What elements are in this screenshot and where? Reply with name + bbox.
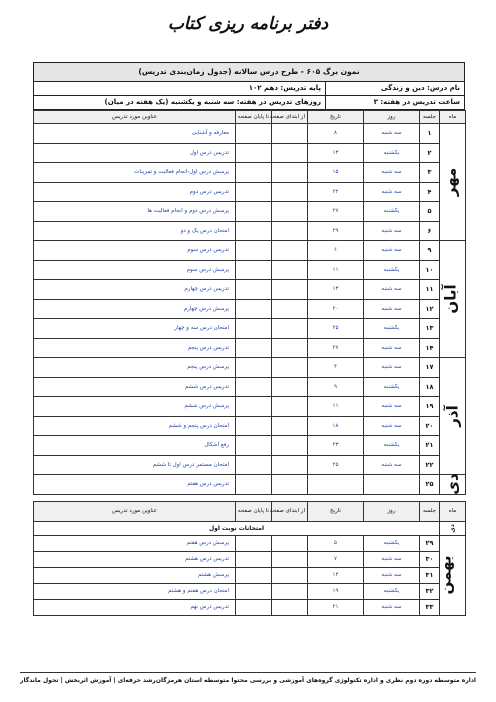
to-page-cell bbox=[236, 397, 272, 417]
to-page-cell bbox=[236, 551, 272, 567]
date-cell: ۲۱ bbox=[308, 599, 364, 615]
from-page-cell bbox=[272, 567, 308, 583]
table-row bbox=[34, 416, 466, 436]
day-cell: یکشنبه bbox=[364, 535, 420, 551]
footer-organization: اداره متوسطه دوره دوم نظری و اداره تکنولوژی گروه‌های آموزشی و بررسی محتوا متوسطه استان هرمزگان bbox=[155, 677, 476, 684]
to-page-cell bbox=[236, 163, 272, 183]
date-cell: ۱۸ bbox=[308, 416, 364, 436]
date-cell: ۶ bbox=[308, 241, 364, 261]
date-cell: ۲۷ bbox=[308, 338, 364, 358]
month-cell bbox=[440, 475, 466, 495]
topic-cell: پرسش درس ششم bbox=[34, 397, 236, 417]
day-cell: سه شنبه bbox=[364, 221, 420, 241]
from-page-cell bbox=[272, 358, 308, 378]
to-page-cell bbox=[236, 583, 272, 599]
table-row bbox=[34, 475, 466, 495]
table-row bbox=[34, 221, 466, 241]
session-number: ۵ bbox=[420, 202, 440, 222]
table-row bbox=[34, 377, 466, 397]
table-row bbox=[34, 567, 466, 583]
from-page-cell bbox=[272, 260, 308, 280]
date-cell: ۲۷ bbox=[308, 202, 364, 222]
from-page-cell bbox=[272, 163, 308, 183]
table-row bbox=[34, 163, 466, 183]
day-cell: یکشنبه bbox=[364, 583, 420, 599]
plan-title: نمون برگ ۶۰۵ - طرح درس سالانه (جدول زمان‌بندی تدریس) bbox=[34, 63, 464, 82]
col-to-page: تا پایان صفحه bbox=[236, 501, 272, 521]
table-row bbox=[34, 436, 466, 456]
session-number: ۱۹ bbox=[420, 397, 440, 417]
session-number: ۱ bbox=[420, 124, 440, 144]
day-cell: سه شنبه bbox=[364, 163, 420, 183]
exam-period-title: امتحانات نوبت اول bbox=[34, 521, 440, 535]
from-page-cell bbox=[272, 599, 308, 615]
day-cell: سه شنبه bbox=[364, 299, 420, 319]
topic-cell: رفع اشکال bbox=[34, 436, 236, 456]
session-number: ۳۲ bbox=[420, 583, 440, 599]
from-page-cell bbox=[272, 124, 308, 144]
session-number: ۳ bbox=[420, 163, 440, 183]
from-page-cell bbox=[272, 377, 308, 397]
from-page-cell bbox=[272, 535, 308, 551]
session-number: ۲۵ bbox=[420, 475, 440, 495]
date-cell: ۸ bbox=[308, 124, 364, 144]
to-page-cell bbox=[236, 358, 272, 378]
topic-cell: تدریس درس نهم bbox=[34, 599, 236, 615]
topic-cell: امتحان مستمر درس اول تا ششم bbox=[34, 455, 236, 475]
topic-cell: امتحان درس یک و دو bbox=[34, 221, 236, 241]
day-cell: یکشنبه bbox=[364, 260, 420, 280]
date-cell: ۱۵ bbox=[308, 163, 364, 183]
from-page-cell bbox=[272, 202, 308, 222]
table-row bbox=[34, 583, 466, 599]
session-number: ۲۲ bbox=[420, 455, 440, 475]
topic-cell: تدریس درس چهارم bbox=[34, 280, 236, 300]
date-cell: ۲۲ bbox=[308, 182, 364, 202]
session-number: ۳۱ bbox=[420, 567, 440, 583]
from-page-cell bbox=[272, 397, 308, 417]
table-row bbox=[34, 299, 466, 319]
session-number: ۱۰ bbox=[420, 260, 440, 280]
topic-cell: امتحان درس پنجم و ششم bbox=[34, 416, 236, 436]
from-page-cell bbox=[272, 436, 308, 456]
table-row bbox=[34, 241, 466, 261]
date-cell: ۵ bbox=[308, 535, 364, 551]
topic-cell: تدریس درس هفتم bbox=[34, 475, 236, 495]
table-row bbox=[34, 319, 466, 339]
from-page-cell bbox=[272, 143, 308, 163]
from-page-cell bbox=[272, 583, 308, 599]
topic-cell: پرسش درس اول-انجام فعالیت و تمرینات bbox=[34, 163, 236, 183]
table2-header-row bbox=[34, 501, 466, 521]
topic-cell: تدریس درس ششم bbox=[34, 377, 236, 397]
col-topic: عناوین مورد تدریس bbox=[34, 111, 236, 124]
from-page-cell bbox=[272, 551, 308, 567]
from-page-cell bbox=[272, 221, 308, 241]
session-number: ۱۴ bbox=[420, 338, 440, 358]
table-row bbox=[34, 124, 466, 144]
day-cell: سه شنبه bbox=[364, 397, 420, 417]
date-cell: ۲۳ bbox=[308, 436, 364, 456]
footer-slogan: رشد حرفه‌ای | آموزش اثربخش | تحول ماندگار bbox=[20, 677, 156, 684]
to-page-cell bbox=[236, 143, 272, 163]
session-number: ۶ bbox=[420, 221, 440, 241]
session-number: ۱۷ bbox=[420, 358, 440, 378]
day-cell: سه شنبه bbox=[364, 455, 420, 475]
month-label: دی bbox=[443, 473, 462, 495]
plan-header bbox=[33, 62, 465, 110]
table-row bbox=[34, 535, 466, 551]
col-date: تاریخ bbox=[308, 111, 364, 124]
day-cell: سه شنبه bbox=[364, 358, 420, 378]
date-cell: ۲۵ bbox=[308, 455, 364, 475]
session-number: ۲ bbox=[420, 143, 440, 163]
to-page-cell bbox=[236, 319, 272, 339]
table-row bbox=[34, 358, 466, 378]
header-row-2 bbox=[34, 96, 464, 110]
topic-cell: تدریس درس اول bbox=[34, 143, 236, 163]
topic-cell: پرسش هشتم bbox=[34, 567, 236, 583]
to-page-cell bbox=[236, 338, 272, 358]
topic-cell: امتحان درس سه و چهار bbox=[34, 319, 236, 339]
month-cell bbox=[440, 241, 466, 358]
topic-cell: تدریس درس دوم bbox=[34, 182, 236, 202]
schedule-table-2 bbox=[33, 501, 466, 616]
day-cell: سه شنبه bbox=[364, 280, 420, 300]
col-date: تاریخ bbox=[308, 501, 364, 521]
day-cell: سه شنبه bbox=[364, 416, 420, 436]
day-cell: سه شنبه bbox=[364, 241, 420, 261]
day-cell: سه شنبه bbox=[364, 599, 420, 615]
table-row bbox=[34, 280, 466, 300]
course-name: نام درس: دین و زندگی bbox=[325, 82, 464, 95]
to-page-cell bbox=[236, 535, 272, 551]
session-number: ۲۹ bbox=[420, 535, 440, 551]
month-cell bbox=[436, 535, 466, 615]
session-number: ۱۱ bbox=[420, 280, 440, 300]
day-cell: سه شنبه bbox=[364, 182, 420, 202]
topic-cell: امتحان درس هفتم و هشتم bbox=[34, 583, 236, 599]
col-from-page: از ابتدای صفحه bbox=[272, 501, 308, 521]
logo-text: دفتر برنامه ریزی کتاب bbox=[167, 14, 329, 34]
date-cell: ۱۱ bbox=[308, 397, 364, 417]
logo bbox=[150, 10, 346, 50]
month-cell bbox=[440, 358, 466, 475]
date-cell: ۲۹ bbox=[308, 221, 364, 241]
day-cell: یکشنبه bbox=[364, 202, 420, 222]
weekly-hours: ساعت تدریس در هفته: ۳ bbox=[325, 96, 464, 109]
to-page-cell bbox=[236, 455, 272, 475]
col-day: روز bbox=[364, 501, 420, 521]
day-cell: سه شنبه bbox=[364, 551, 420, 567]
date-cell: ۱۳ bbox=[308, 280, 364, 300]
to-page-cell bbox=[236, 475, 272, 495]
table-header-row bbox=[34, 111, 466, 124]
exam-period-row bbox=[34, 521, 466, 535]
from-page-cell bbox=[272, 299, 308, 319]
to-page-cell bbox=[236, 260, 272, 280]
date-cell: ۷ bbox=[308, 551, 364, 567]
to-page-cell bbox=[236, 299, 272, 319]
from-page-cell bbox=[272, 416, 308, 436]
grade: پایه تدریس: دهم ۱۰۲ bbox=[248, 84, 321, 92]
date-cell: ۱۱ bbox=[308, 260, 364, 280]
to-page-cell bbox=[236, 202, 272, 222]
from-page-cell bbox=[272, 319, 308, 339]
from-page-cell bbox=[272, 280, 308, 300]
col-month: ماه bbox=[440, 501, 466, 521]
month-cell: دی bbox=[440, 521, 466, 535]
session-number: ۹ bbox=[420, 241, 440, 261]
from-page-cell bbox=[272, 241, 308, 261]
day-cell: یکشنبه bbox=[364, 319, 420, 339]
to-page-cell bbox=[236, 241, 272, 261]
from-page-cell bbox=[272, 182, 308, 202]
col-to-page: تا پایان صفحه bbox=[236, 111, 272, 124]
session-number: ۲۰ bbox=[420, 416, 440, 436]
to-page-cell bbox=[236, 280, 272, 300]
from-page-cell bbox=[272, 338, 308, 358]
date-cell: ۴ bbox=[308, 358, 364, 378]
schedule-table-1 bbox=[33, 110, 466, 495]
topic-cell: پرسش درس پنجم bbox=[34, 358, 236, 378]
topic-cell: پرسش درس هفتم bbox=[34, 535, 236, 551]
date-cell: ۲۰ bbox=[308, 299, 364, 319]
to-page-cell bbox=[236, 416, 272, 436]
col-month: ماه bbox=[440, 111, 466, 124]
footer bbox=[20, 672, 476, 684]
date-cell: ۹ bbox=[308, 377, 364, 397]
session-number: ۱۸ bbox=[420, 377, 440, 397]
day-cell: سه شنبه bbox=[364, 124, 420, 144]
table-row bbox=[34, 599, 466, 615]
session-number: ۳۰ bbox=[420, 551, 440, 567]
day-cell: یکشنبه bbox=[364, 436, 420, 456]
session-number: ۴ bbox=[420, 182, 440, 202]
lesson-plan-page bbox=[33, 62, 465, 616]
table-row bbox=[34, 182, 466, 202]
topic-cell: پرسش درس چهارم bbox=[34, 299, 236, 319]
session-number: ۱۳ bbox=[420, 319, 440, 339]
topic-cell: پرسش درس سوم bbox=[34, 260, 236, 280]
month-label: آبان bbox=[441, 284, 460, 314]
date-cell bbox=[308, 475, 364, 495]
col-from-page: از ابتدای صفحه bbox=[272, 111, 308, 124]
col-session: جلسه bbox=[420, 501, 440, 521]
date-cell: ۲۵ bbox=[308, 319, 364, 339]
col-session: جلسه bbox=[420, 111, 440, 124]
header-row-1 bbox=[34, 82, 464, 96]
date-cell: ۱۹ bbox=[308, 583, 364, 599]
session-number: ۳۳ bbox=[420, 599, 440, 615]
to-page-cell bbox=[236, 436, 272, 456]
from-page-cell bbox=[272, 455, 308, 475]
day-cell: یکشنبه bbox=[364, 143, 420, 163]
to-page-cell bbox=[236, 599, 272, 615]
month-label: بهمن bbox=[436, 555, 455, 595]
topic-cell: تدریس درس سوم bbox=[34, 241, 236, 261]
topic-cell: تدریس درس پنجم bbox=[34, 338, 236, 358]
topic-cell: تدریس درس هشتم bbox=[34, 551, 236, 567]
table-row bbox=[34, 202, 466, 222]
col-topic: عناوین مورد تدریس bbox=[34, 501, 236, 521]
day-cell: یکشنبه bbox=[364, 377, 420, 397]
session-number: ۱۲ bbox=[420, 299, 440, 319]
from-page-cell bbox=[272, 475, 308, 495]
table-row bbox=[34, 397, 466, 417]
teaching-days: روزهای تدریس در هفته: سه شنبه و یکشنبه (یک هفته در میان) bbox=[104, 98, 321, 106]
col-day: روز bbox=[364, 111, 420, 124]
to-page-cell bbox=[236, 377, 272, 397]
table-row bbox=[34, 143, 466, 163]
month-cell bbox=[440, 124, 466, 241]
topic-cell: پرسش درس دوم و انجام فعالیت ها bbox=[34, 202, 236, 222]
month-label: مهر bbox=[441, 167, 460, 197]
table-row bbox=[34, 551, 466, 567]
to-page-cell bbox=[236, 182, 272, 202]
table-row bbox=[34, 455, 466, 475]
month-label: آذر bbox=[443, 405, 462, 427]
topic-cell: معارفه و آشنایی bbox=[34, 124, 236, 144]
date-cell: ۱۴ bbox=[308, 567, 364, 583]
table-row bbox=[34, 260, 466, 280]
day-cell: سه شنبه bbox=[364, 567, 420, 583]
table-row bbox=[34, 338, 466, 358]
day-cell bbox=[364, 475, 420, 495]
date-cell: ۱۳ bbox=[308, 143, 364, 163]
day-cell: سه شنبه bbox=[364, 338, 420, 358]
to-page-cell bbox=[236, 124, 272, 144]
to-page-cell bbox=[236, 221, 272, 241]
session-number: ۲۱ bbox=[420, 436, 440, 456]
to-page-cell bbox=[236, 567, 272, 583]
